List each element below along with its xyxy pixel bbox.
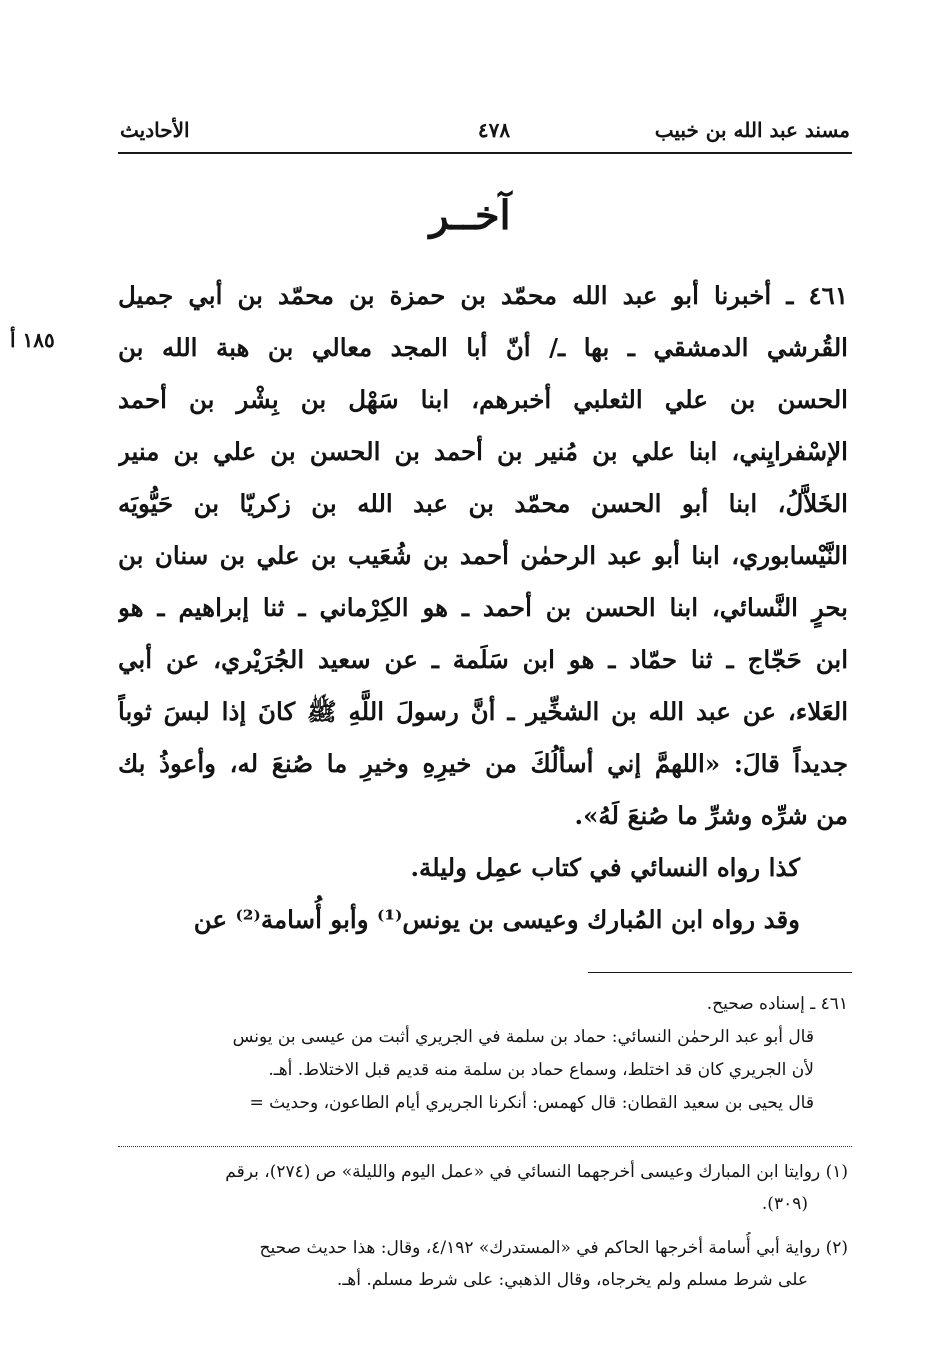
running-header [118,118,852,152]
header-book-title: مسند عبد الله بن خبيب [654,118,850,142]
hadith-grading-note [118,988,848,1120]
header-rule [118,152,852,154]
body-line: بحرٍ النَّسائي، ابنا الحسن بن أحمد ـ هو الكِرْماني ـ ثنا إبراهيم ـ هو [118,593,848,622]
body-line: جديداً قالَ: «اللهمَّ إني أسألُكَ من خيرِهِ وخيرِ ما صُنعَ له، وأعوذُ بك [118,749,848,778]
body-line: الإسْفرايِني، ابنا علي بن مُنير بن أحمد بن الحسن بن علي بن منير [118,437,848,466]
footnotes [118,1156,848,1296]
paragraph-nasai: كذا رواه النسائي في كتاب عمِل وليلة. [410,853,800,882]
body-line: ٤٦١ ـ أخبرنا أبو عبد الله محمّد بن حمزة بن محمّد بن أبي جميل [118,281,848,310]
body-line: العَلاء، عن عبد الله بن الشخِّير ـ أنَّ رسولَ اللَّهِ ﷺ كانَ إذا لبسَ ثوباً [118,697,848,726]
body-line: ابن حَجّاج ـ ثنا حمّاد ـ هو ابن سَلَمة ـ عن سعيد الجُرَيْري، عن أبي [118,645,848,674]
note-line: قال يحيى بن سعيد القطان: قال كهمس: أنكرنا الجريري أيام الطاعون، وحديث = [249,1093,814,1113]
footnote-2: (٢) رواية أبي أُسامة أخرجها الحاكم في «المستدرك» ٤/١٩٢، وقال: هذا حديث صحيح [259,1238,848,1258]
body-line: من شرِّه وشرِّ ما صُنعَ لَهُ». [574,801,848,830]
body-line: النَّيْسابوري، ابنا أبو عبد الرحمٰن أحمد بن شُعَيب بن علي بن سنان بن [118,541,848,570]
note-line: لأن الجريري كان قد اختلط، وسماع حماد بن سلمة منه قديم قبل الاختلاط. أهـ. [268,1060,814,1080]
footnote-2-continuation: على شرط مسلم ولم يخرجاه، وقال الذهبي: على شرط مسلم. أهـ. [336,1270,808,1290]
section-title: آخــر [429,192,511,239]
footnote-1: (١) روايتا ابن المبارك وعيسى أخرجهما النسائي في «عمل اليوم والليلة» ص (٢٧٤)، برقم [225,1162,848,1182]
note-line: قال أبو عبد الرحمٰن النسائي: حماد بن سلمة في الجريري أثبت من عيسى بن يونس [232,1027,814,1047]
margin-folio-note: ١٨٥ أ [10,328,55,352]
hadith-text [118,270,848,946]
footnote-rule [588,972,852,973]
header-section: الأحاديث [120,118,190,142]
body-line: الحسن بن علي الثعلبي أخبرهم، ابنا سَهْل بن بِشْر بن أحمد [118,385,848,414]
body-line: القُرشي الدمشقي ـ بها ـ/ أنّ أبا المجد معالي بن هبة الله بن [118,333,848,362]
dotted-separator [118,1146,852,1147]
page-number: ٤٧٨ [477,118,511,142]
note-heading: ٤٦١ ـ إسناده صحيح. [706,994,848,1014]
paragraph-other-narrations: وقد رواه ابن المُبارك وعيسى بن يونس⁽¹⁾ وأبو أُسامة⁽²⁾ عن [193,905,800,934]
footnote-1-continuation: (٣٠٩). [761,1194,808,1214]
body-line: الخَلاَّلُ، ابنا أبو الحسن محمّد بن عبد الله بن زكريّا بن حَيُّويَه [118,489,848,518]
